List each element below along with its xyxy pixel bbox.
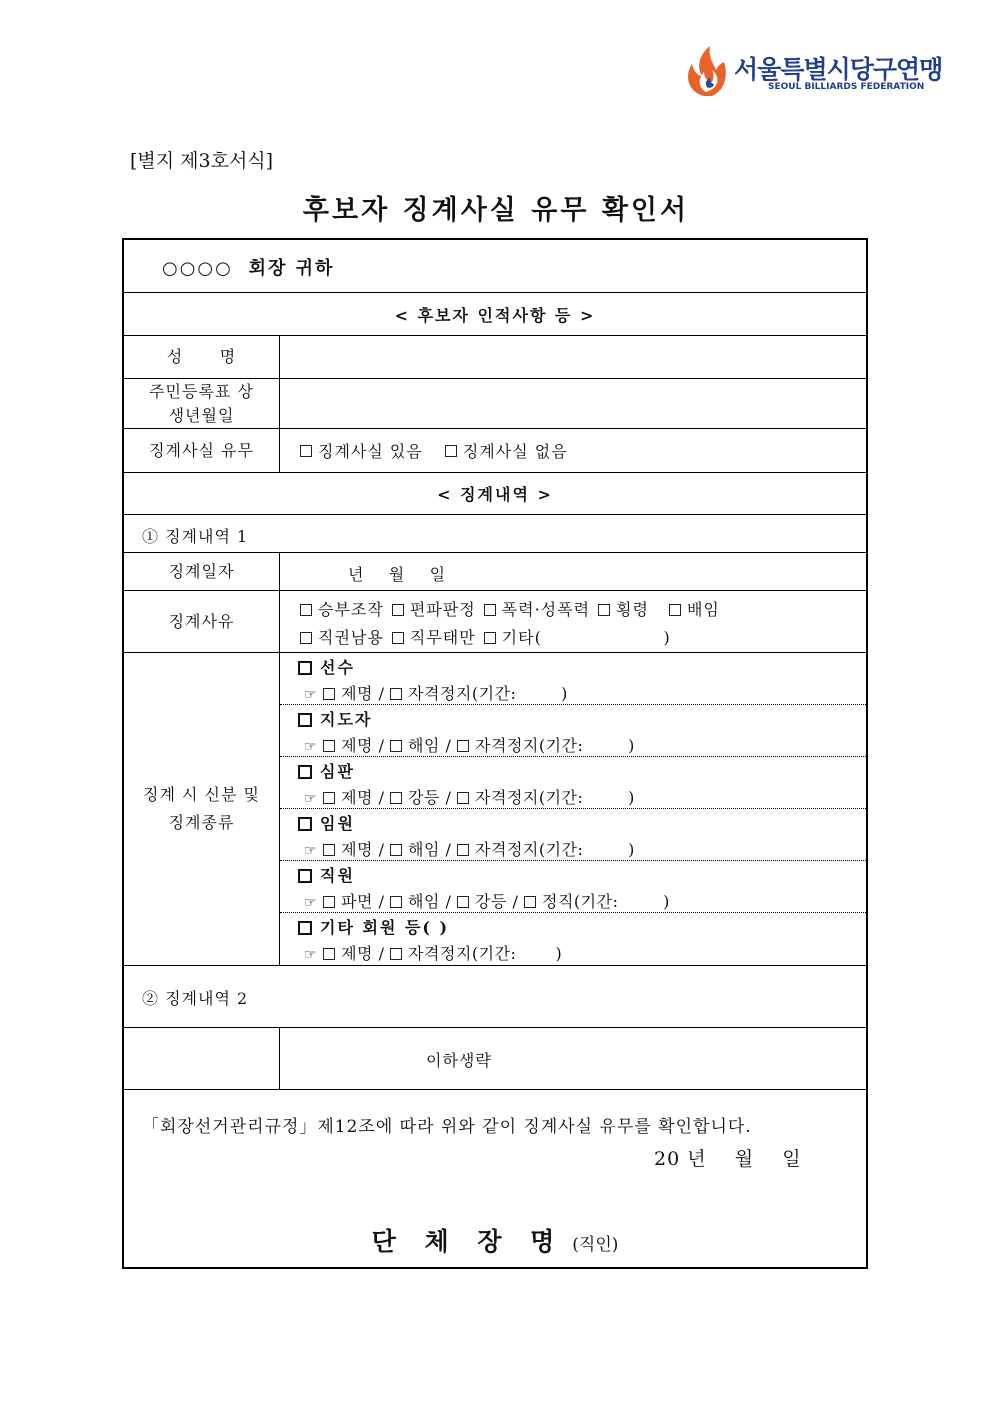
suboption-checkbox[interactable] [390,688,402,700]
name-field[interactable] [280,336,866,378]
suboption-checkbox[interactable] [390,792,402,804]
suboption-checkbox[interactable] [323,792,335,804]
addressee-text: 회장 귀하 [248,258,335,279]
pointing-hand-icon: ☞ [304,843,318,859]
separator: / [372,944,391,963]
separator: / [372,892,391,911]
signature-date: 20 년 월 일 [654,1148,802,1170]
suboption-label: 제명 [341,736,373,755]
federation-logo [682,44,946,98]
discipline-reason-row [124,591,866,653]
signer-name: 단 체 장 명 [371,1227,565,1256]
addressee-prefix: ○○○○ [162,258,233,279]
birthdate-label [124,379,280,428]
reason-checkbox[interactable] [669,604,681,616]
discipline-item-2-row [124,966,866,1028]
status-checkbox[interactable] [298,817,312,831]
status-option-title [298,707,372,730]
discipline-no-label: 징계사실 없음 [462,442,568,461]
status-type-label-line2: 징계종류 [168,813,235,832]
separator: / [372,736,391,755]
reason-label: 직권남용 [318,628,384,647]
reason-label: 횡령 [616,600,649,619]
suboption-label: 제명 [341,684,373,703]
suboption-label: 제명 [341,944,373,963]
pointing-hand-icon: ☞ [304,687,318,703]
confirmation-statement: 「회장선거관리규정」제12조에 따라 위와 같이 징계사실 유무를 확인합니다. [142,1117,752,1137]
discipline-item-2-title: ② 징계내역 2 [142,989,249,1008]
suboption-checkbox[interactable] [323,844,335,856]
status-option-title [298,759,355,782]
name-row [124,336,866,379]
reason-label: 폭력·성폭력 [501,600,591,619]
form-number: [별지 제3호서식] [130,150,274,172]
status-option-label: 직원 [320,866,355,885]
status-checkbox[interactable] [298,765,312,779]
document-title: 후보자 징계사실 유무 확인서 [302,195,690,226]
suboption-label: 정직(기간: ) [542,892,670,911]
suboption-checkbox[interactable] [390,948,402,960]
suboption-checkbox[interactable] [323,948,335,960]
separator: / [372,684,391,703]
reason-checkbox[interactable] [300,604,312,616]
suboption-checkbox[interactable] [457,844,469,856]
status-option-label: 선수 [320,658,355,677]
pointing-hand-icon: ☞ [304,739,318,755]
reason-label: 기타( ) [501,628,671,647]
separator: / [439,788,458,807]
status-option-block [280,809,866,861]
status-option-label: 심판 [320,762,355,781]
suboption-label: 자격정지(기간: ) [475,788,635,807]
suboption-label: 제명 [341,840,373,859]
suboption-label: 자격정지(기간: ) [475,840,635,859]
pointing-hand-icon: ☞ [304,791,318,807]
section-heading: < 징계내역 > [437,485,553,504]
separator: / [439,892,458,911]
birthdate-label-line1: 주민등록표 상 [149,381,254,401]
status-suboptions [304,837,635,860]
separator: / [439,736,458,755]
suboption-label: 자격정지(기간: ) [475,736,635,755]
suboption-checkbox[interactable] [457,896,469,908]
section-heading: < 후보자 인적사항 등 > [394,305,596,325]
suboption-checkbox[interactable] [390,844,402,856]
suboption-checkbox[interactable] [390,896,402,908]
status-option-block [280,757,866,809]
separator: / [372,840,391,859]
reason-checkbox[interactable] [484,604,496,616]
status-type-row [124,653,866,966]
suboption-label: 해임 [408,840,440,859]
pointing-hand-icon: ☞ [304,895,318,911]
discipline-date-row [124,553,866,591]
reason-checkbox[interactable] [392,632,404,644]
candidate-info-header [124,293,866,336]
status-checkbox[interactable] [298,661,312,675]
form-table [122,238,868,1269]
status-option-label: 임원 [320,814,355,833]
suboption-checkbox[interactable] [323,896,335,908]
reason-checkbox[interactable] [598,604,610,616]
logo-name: 서울특별시당구연맹 [734,55,943,84]
suboption-label: 파면 [341,892,373,911]
birthdate-row [124,379,866,429]
discipline-fact-label: 징계사실 유무 [124,429,280,472]
status-option-block [280,913,866,965]
discipline-reason-label: 징계사유 [124,591,280,652]
status-checkbox[interactable] [298,713,312,727]
status-option-title [298,655,355,678]
discipline-date-field[interactable]: 년 월 일 [348,565,447,584]
status-suboptions [304,889,670,912]
status-option-title [298,863,355,886]
suboption-checkbox[interactable] [323,740,335,752]
discipline-item-1-row [124,515,866,553]
separator: / [439,840,458,859]
reason-checkbox[interactable] [484,632,496,644]
suboption-label: 강등 [408,788,440,807]
status-option-label: 기타 회원 등( ) [320,918,450,937]
discipline-item-1-title: ① 징계내역 1 [142,527,249,546]
reason-label: 배임 [686,600,720,619]
suboption-checkbox[interactable] [323,688,335,700]
flame-emblem-icon [682,44,732,98]
reason-checkbox[interactable] [392,604,404,616]
reason-label: 직무태만 [409,628,476,647]
status-type-label [124,653,280,965]
discipline-fact-row [124,429,866,473]
status-suboptions [304,733,635,756]
status-option-title [298,811,355,834]
status-suboptions [304,681,568,704]
suboption-label: 제명 [341,788,373,807]
pointing-hand-icon: ☞ [304,947,318,963]
omitted-label-cell [124,1028,280,1089]
omitted-text: 이하생략 [426,1051,492,1070]
status-option-block [280,705,866,757]
status-options [280,653,866,965]
addressee-row [124,240,866,293]
seal-text: (직인) [572,1235,619,1255]
name-label: 성 명 [124,336,280,378]
signer-block [124,1222,866,1258]
birthdate-field[interactable] [280,379,866,428]
status-suboptions [304,941,562,964]
suboption-checkbox[interactable] [524,896,536,908]
birthdate-label-line2: 생년월일 [168,405,235,425]
discipline-detail-header [124,473,866,515]
reason-label: 승부조작 [318,600,384,619]
status-option-label: 지도자 [320,710,373,729]
separator: / [506,892,525,911]
suboption-checkbox[interactable] [457,740,469,752]
discipline-date-label: 징계일자 [124,553,280,590]
status-suboptions [304,785,635,808]
reason-checkbox[interactable] [300,632,312,644]
suboption-label: 자격정지(기간: ) [408,684,568,703]
reason-options-row-1 [300,597,728,620]
status-option-title [298,915,449,938]
logo-subtitle: SEOUL BILLIARDS FEDERATION [768,82,925,92]
status-option-block [280,861,866,913]
status-checkbox[interactable] [298,869,312,883]
suboption-label: 해임 [408,736,440,755]
suboption-checkbox[interactable] [390,740,402,752]
reason-label: 편파판정 [409,600,476,619]
discipline-yes-label: 징계사실 있음 [318,442,423,461]
status-checkbox[interactable] [298,921,312,935]
suboption-label: 해임 [408,892,440,911]
suboption-label: 자격정지(기간: ) [408,944,563,963]
discipline-no-checkbox[interactable] [445,445,457,457]
reason-options-row-2 [300,625,679,648]
omitted-row [124,1028,866,1090]
status-type-label-line1: 징계 시 신분 및 [143,785,260,804]
status-option-block [280,653,866,705]
suboption-label: 강등 [475,892,507,911]
separator: / [372,788,391,807]
discipline-yes-checkbox[interactable] [300,445,312,457]
confirmation-section [124,1092,866,1269]
suboption-checkbox[interactable] [457,792,469,804]
